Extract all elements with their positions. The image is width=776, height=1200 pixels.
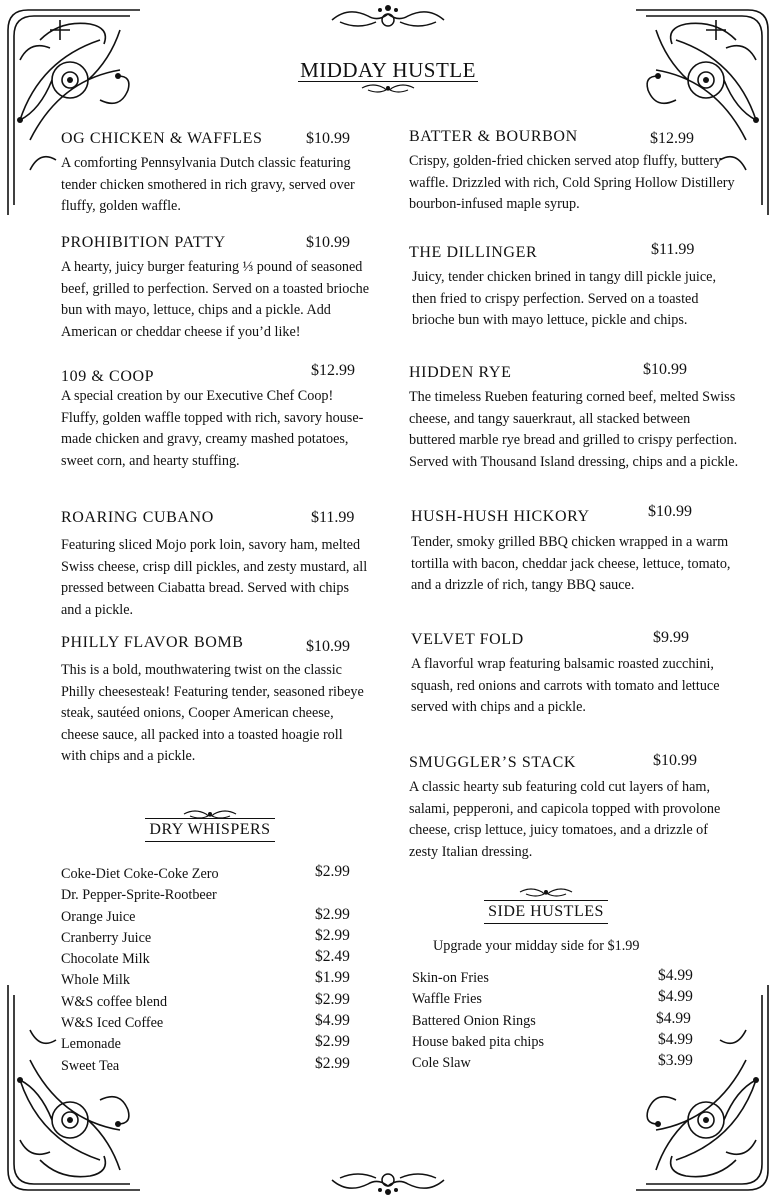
sides-upgrade-note: Upgrade your midday side for $1.99: [433, 938, 640, 954]
item-name: OG CHICKEN & WAFFLES: [61, 130, 263, 147]
item-description: A classic hearty sub featuring cold cut layers of ham, salami, pepperoni, and capicola topped with provolone cheese, crisp lettuce, juicy tomatoes, and a drizzle of zesty Italian dressing.: [409, 779, 721, 860]
drink-name: Orange Juice: [61, 908, 136, 925]
drink-price: $2.99: [315, 990, 350, 1008]
item-description: Juicy, tender chicken brined in tangy dill pickle juice, then fried to crispy perfection. Served on a toasted brioche bun with mayo lettuce, pickle and chips.: [412, 269, 717, 328]
item-name: HIDDEN RYE: [409, 364, 512, 381]
drink-name: W&S coffee blend: [61, 993, 168, 1010]
drink-name: Whole Milk: [61, 972, 130, 989]
item-price: $12.99: [311, 362, 355, 379]
side-price: $4.99: [658, 1030, 693, 1048]
sides-flourish: [516, 884, 576, 900]
menu-item-roaring-cubano: [61, 509, 371, 621]
item-name: VELVET FOLD: [411, 631, 524, 648]
drink-price: $2.99: [315, 863, 350, 880]
side-price: $3.99: [658, 1052, 693, 1070]
item-description: Tender, smoky grilled BBQ chicken wrapped in a warm tortilla with bacon, cheddar jack cheese, lettuce, tomato, and a drizzle of rich, tangy BBQ sauce.: [411, 534, 731, 593]
drink-name: Dr. Pepper-Sprite-Rootbeer: [61, 887, 217, 904]
title-flourish: [358, 80, 418, 96]
item-price: $10.99: [306, 638, 350, 655]
item-name: THE DILLINGER: [409, 244, 538, 261]
side-name: Battered Onion Rings: [412, 1012, 536, 1029]
item-name: HUSH-HUSH HICKORY: [411, 508, 590, 525]
menu-item-hidden-rye: [409, 361, 739, 473]
drinks-section-title: [140, 818, 280, 842]
item-name: PHILLY FLAVOR BOMB: [61, 634, 244, 651]
item-description: A comforting Pennsylvania Dutch classic featuring tender chicken smothered in rich gravy, served over fluffy, golden waffle.: [61, 155, 355, 214]
sides-section-title: [476, 900, 616, 924]
item-price: $10.99: [653, 752, 697, 769]
side-price: $4.99: [658, 967, 693, 984]
drink-price: $2.99: [315, 926, 350, 944]
side-name: Waffle Fries: [412, 991, 482, 1008]
menu-item-prohibition-patty: [61, 234, 371, 343]
item-description: Featuring sliced Mojo pork loin, savory ham, melted Swiss cheese, crisp dill pickles, and zesty mustard, all pressed between Ciabatta bread. Served with chips and a pickle.: [61, 537, 368, 618]
list-item: [412, 1052, 712, 1076]
sides-title-text: SIDE HUSTLES: [484, 900, 608, 924]
item-description: A flavorful wrap featuring balsamic roasted zucchini, squash, red onions and carrots with tomato and lettuce served with chips and a pickle.: [411, 656, 720, 715]
drink-price: $2.99: [315, 1033, 350, 1051]
drink-price: $4.99: [315, 1012, 350, 1030]
menu-item-philly-flavor-bomb: [61, 634, 371, 768]
item-description: A special creation by our Executive Chef Coop! Fluffy, golden waffle topped with rich, savory house-made chicken and gravy, creamy mashed potatoes, sweet corn, and hearty stuffing.: [61, 388, 364, 469]
item-name: PROHIBITION PATTY: [61, 234, 226, 251]
drink-name: Sweet Tea: [61, 1057, 120, 1074]
item-name: 109 & COOP: [61, 368, 155, 385]
menu-item-the-dillinger: [409, 241, 739, 332]
side-name: Cole Slaw: [412, 1055, 471, 1072]
item-price: $11.99: [651, 241, 695, 258]
drinks-title-text: DRY WHISPERS: [145, 818, 274, 842]
item-description: A hearty, juicy burger featuring ⅓ pound of seasoned beef, grilled to perfection. Served on a toasted brioche bun with mayo, lettuce, chips and a pickle. Add American or cheddar cheese if you’d like!: [61, 259, 370, 340]
side-name: House baked pita chips: [412, 1033, 544, 1050]
item-name: ROARING CUBANO: [61, 509, 214, 526]
drink-name: Chocolate Milk: [61, 951, 150, 968]
item-name: SMUGGLER’S STACK: [409, 754, 577, 771]
item-description: Crispy, golden-fried chicken served atop fluffy, buttery waffle. Drizzled with rich, Cold Spring Hollow Distillery bourbon-infused maple syrup.: [409, 153, 735, 212]
side-price: $4.99: [658, 988, 693, 1006]
item-name: BATTER & BOURBON: [409, 128, 578, 145]
menu-item-batter-bourbon: [409, 128, 739, 216]
item-description: The timeless Rueben featuring corned beef, melted Swiss cheese, and tangy sauerkraut, all stacked between buttered marble rye bread and grilled to crispy perfection. Served with Thousand Island dressing, chips and a pickle.: [409, 389, 739, 470]
item-price: $9.99: [653, 629, 689, 646]
menu-item-109-coop: [61, 362, 371, 472]
drink-price: $2.99: [315, 905, 350, 923]
menu-item-smugglers-stack: [409, 754, 739, 863]
menu-item-velvet-fold: [411, 631, 741, 719]
side-price: $4.99: [656, 1009, 691, 1027]
menu-item-og-chicken-waffles: [61, 130, 371, 218]
menu-item-hush-hush-hickory: [411, 503, 741, 597]
item-price: $11.99: [311, 509, 355, 526]
item-price: $12.99: [650, 130, 694, 147]
side-name: Skin-on Fries: [412, 970, 489, 986]
item-price: $10.99: [306, 234, 350, 251]
list-item: [61, 863, 361, 887]
drink-name: Cranberry Juice: [61, 929, 152, 946]
menu-title: MIDDAY HUSTLE: [300, 58, 476, 82]
drink-price: $2.99: [315, 1054, 350, 1072]
drinks-list: [61, 863, 361, 1079]
item-price: $10.99: [643, 361, 687, 378]
drink-price: $2.49: [315, 948, 350, 966]
drink-price: $1.99: [315, 969, 350, 987]
flourish-bottom-center: [328, 1166, 448, 1198]
drink-name: Lemonade: [61, 1036, 121, 1053]
item-description: This is a bold, mouthwatering twist on the classic Philly cheesesteak! Featuring tender, seasoned ribeye steak, sautéed onions, Cooper American cheese, cheese sauce, all packed into a toasted hoagie roll with chips and a pickle.: [61, 662, 364, 764]
drink-name: W&S Iced Coffee: [61, 1015, 164, 1032]
list-item: [61, 1054, 361, 1079]
sides-list: [412, 967, 712, 1076]
item-price: $10.99: [306, 130, 350, 147]
flourish-top-center: [328, 2, 448, 34]
item-price: $10.99: [648, 503, 692, 520]
drink-name: Coke-Diet Coke-Coke Zero: [61, 866, 219, 882]
